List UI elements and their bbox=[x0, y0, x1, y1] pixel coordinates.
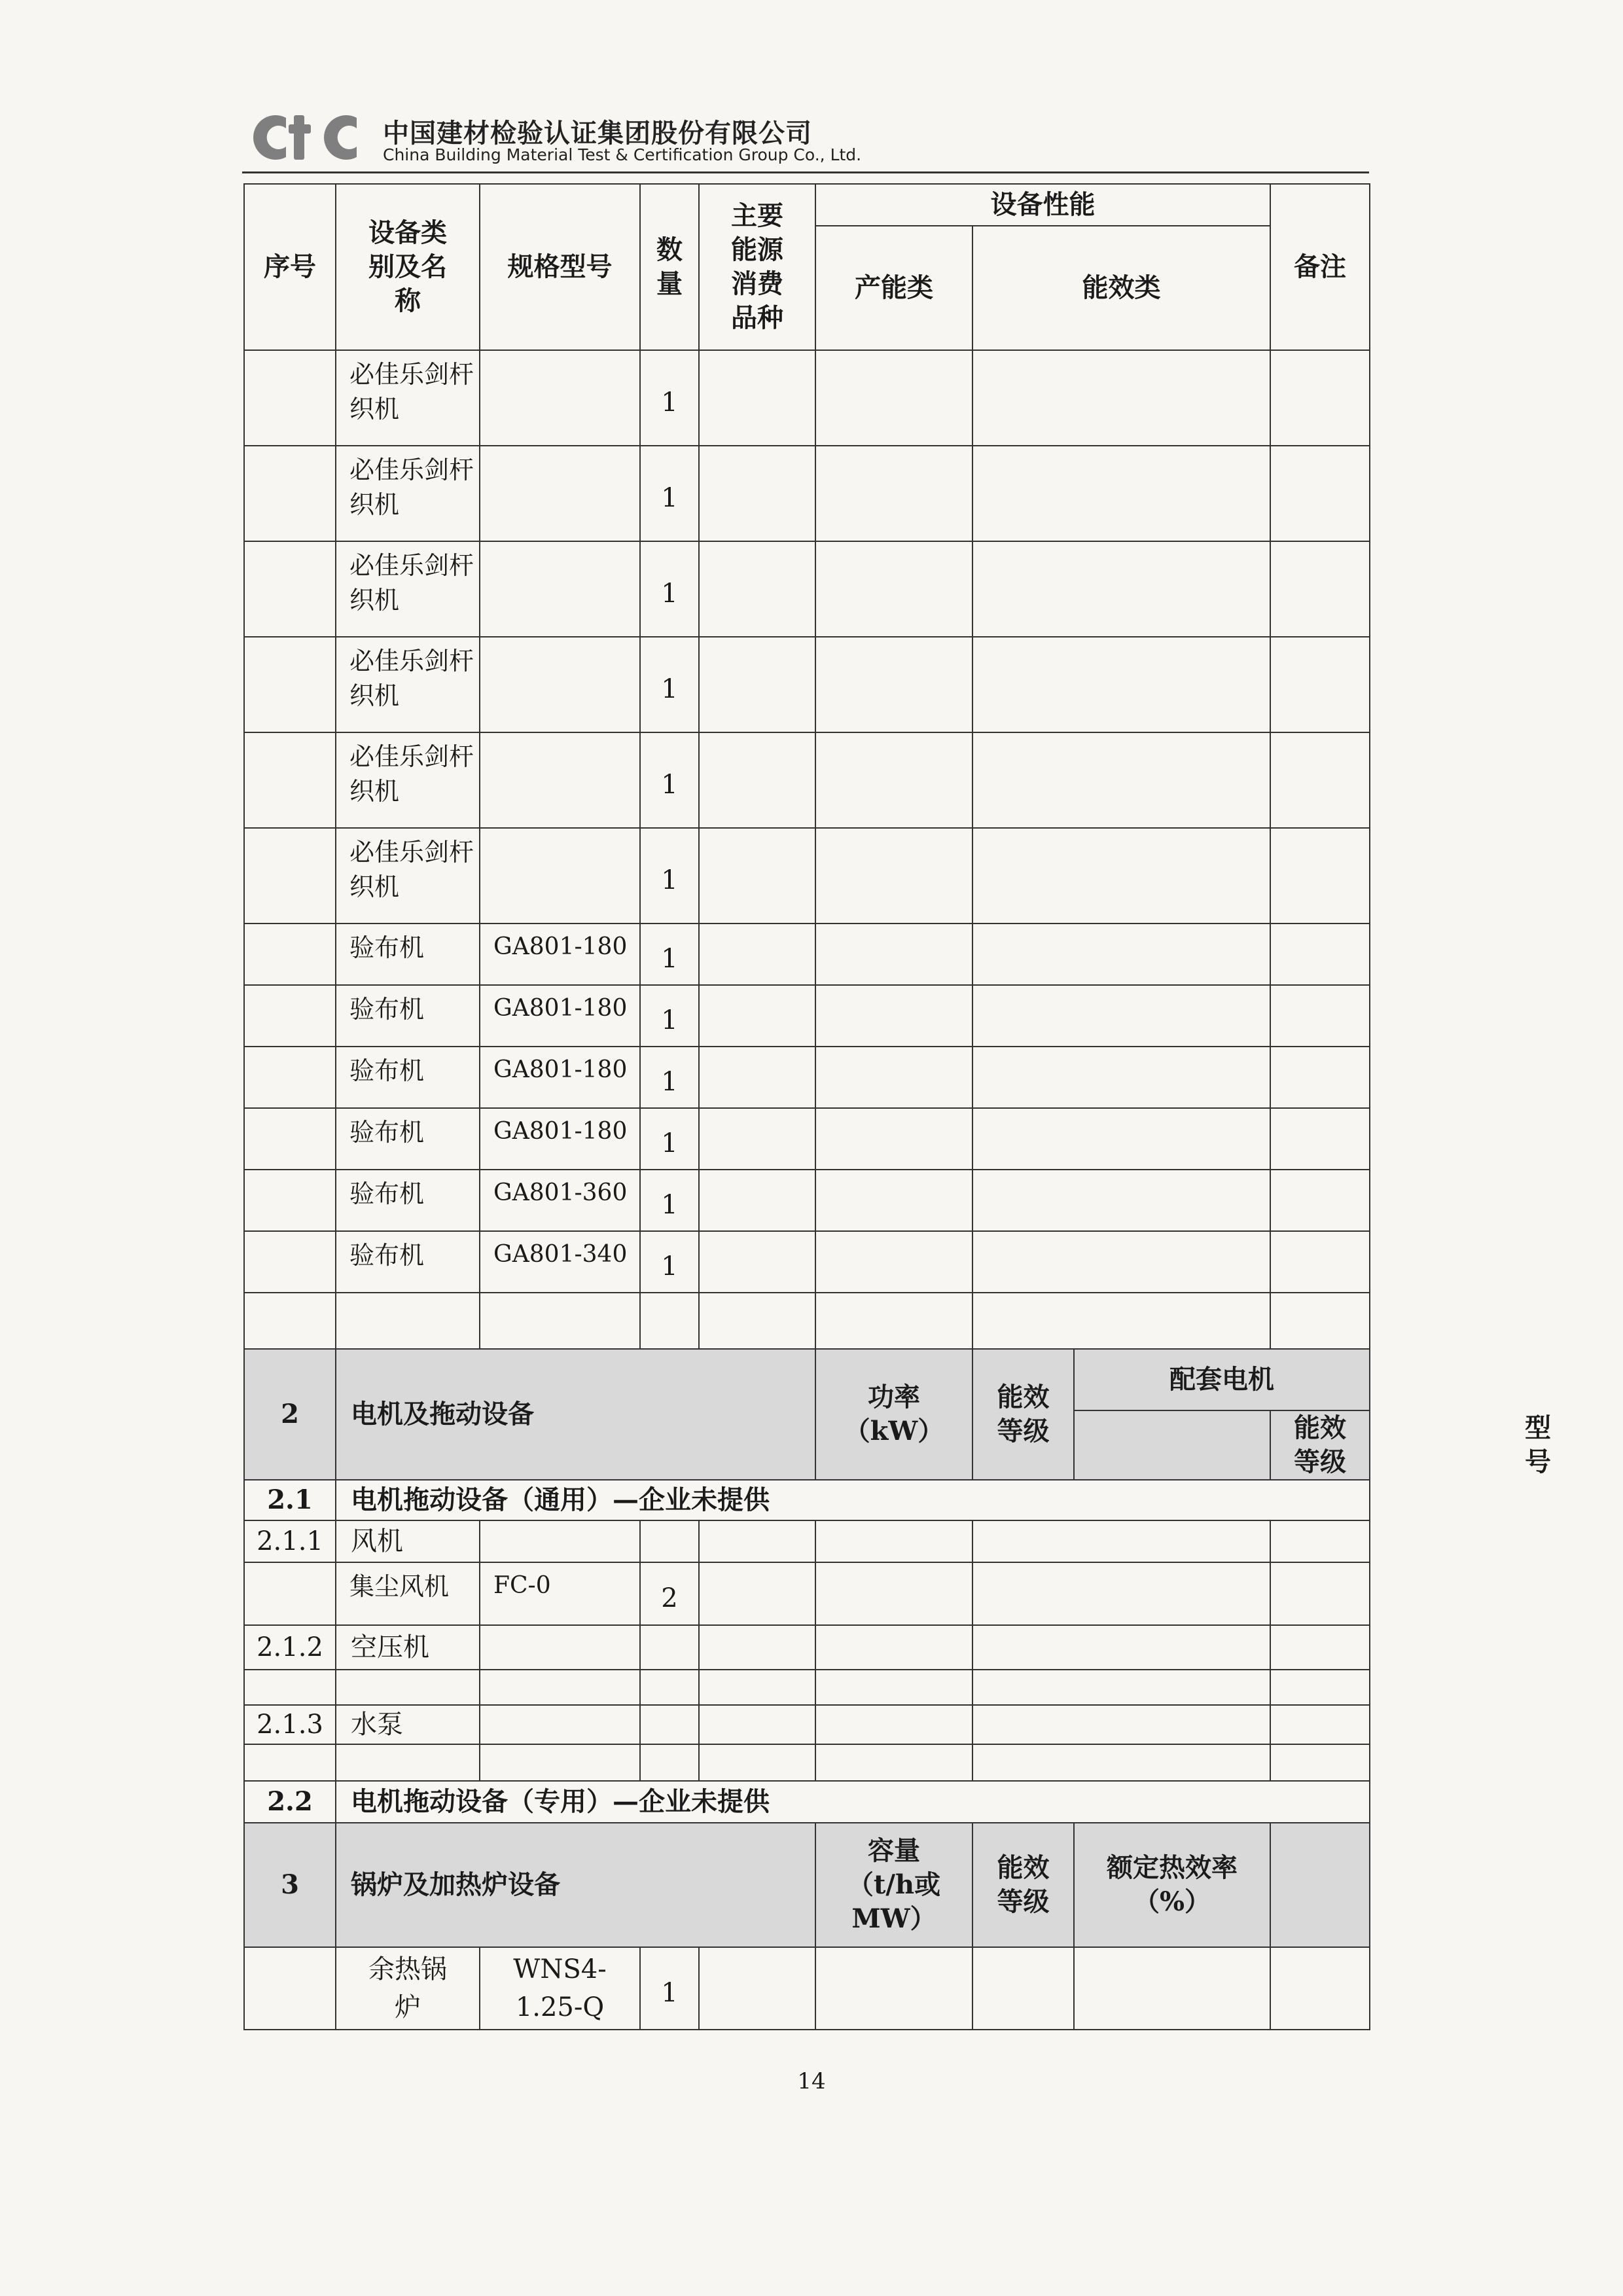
section-3-rated-eff-header: 额定热效率（%） bbox=[1074, 1823, 1270, 1947]
equipment-model bbox=[480, 446, 640, 541]
equipment-name: 必佳乐剑杆织机 bbox=[336, 637, 480, 732]
section-2-1-number: 2.1 bbox=[244, 1480, 336, 1520]
section-3-capacity-header: 容量（t/h或MW） bbox=[815, 1823, 972, 1947]
equipment-model bbox=[480, 828, 640, 924]
section-3-number: 3 bbox=[244, 1823, 336, 1947]
page-number: 14 bbox=[797, 2068, 826, 2094]
boiler-qty: 1 bbox=[640, 1947, 699, 2030]
equipment-qty: 1 bbox=[640, 1231, 699, 1293]
boiler-name: 余热锅炉 bbox=[336, 1947, 480, 2030]
table-row bbox=[244, 446, 1370, 541]
fan-item-name: 集尘风机 bbox=[336, 1562, 480, 1625]
table-row-empty bbox=[244, 1744, 1370, 1781]
table-row bbox=[244, 1231, 1370, 1293]
table-header-row bbox=[244, 184, 1370, 226]
col-header-capacity: 产能类 bbox=[815, 226, 972, 350]
equipment-model: GA801-180 bbox=[480, 985, 640, 1047]
col-header-model: 规格型号 bbox=[480, 184, 640, 350]
table-row bbox=[244, 1108, 1370, 1170]
table-row bbox=[244, 985, 1370, 1047]
section-2-1-row bbox=[244, 1480, 1370, 1520]
equipment-qty: 1 bbox=[640, 1047, 699, 1108]
fan-item-qty: 2 bbox=[640, 1562, 699, 1625]
equipment-qty: 1 bbox=[640, 828, 699, 924]
equipment-name: 验布机 bbox=[336, 1108, 480, 1170]
table-row bbox=[244, 1170, 1370, 1231]
header-rule bbox=[242, 171, 1369, 173]
equipment-name: 验布机 bbox=[336, 985, 480, 1047]
section-2-2-number: 2.2 bbox=[244, 1781, 336, 1823]
equipment-qty: 1 bbox=[640, 732, 699, 828]
pump-row bbox=[244, 1705, 1370, 1744]
equipment-name: 必佳乐剑杆织机 bbox=[336, 541, 480, 637]
equipment-model: GA801-360 bbox=[480, 1170, 640, 1231]
company-name-en: China Building Material Test & Certification Group Co., Ltd. bbox=[383, 145, 862, 164]
col-header-seq: 序号 bbox=[244, 184, 336, 350]
table-row-empty bbox=[244, 1293, 1370, 1349]
equipment-qty: 1 bbox=[640, 446, 699, 541]
table-row bbox=[244, 924, 1370, 985]
section-3-header-row bbox=[244, 1823, 1370, 1947]
boiler-model: WNS4-1.25-Q bbox=[480, 1947, 640, 2030]
table-row bbox=[244, 637, 1370, 732]
section-2-1-title: 电机拖动设备（通用）—企业未提供 bbox=[336, 1480, 1370, 1520]
equipment-name: 必佳乐剑杆织机 bbox=[336, 350, 480, 446]
equipment-name: 必佳乐剑杆织机 bbox=[336, 732, 480, 828]
compressor-number: 2.1.2 bbox=[244, 1625, 336, 1670]
table-row bbox=[244, 541, 1370, 637]
equipment-model: GA801-180 bbox=[480, 924, 640, 985]
equipment-qty: 1 bbox=[640, 541, 699, 637]
equipment-model bbox=[480, 541, 640, 637]
col-header-qty: 数量 bbox=[640, 184, 699, 350]
compressor-title: 空压机 bbox=[336, 1625, 480, 1670]
ctc-logo-icon bbox=[252, 111, 376, 164]
col-header-performance: 设备性能 bbox=[815, 184, 1270, 226]
equipment-qty: 1 bbox=[640, 985, 699, 1047]
letterhead bbox=[252, 105, 1364, 170]
equipment-model: GA801-180 bbox=[480, 1047, 640, 1108]
section-2-header-row bbox=[244, 1349, 1370, 1410]
fan-row bbox=[244, 1520, 1370, 1562]
equipment-name: 验布机 bbox=[336, 1170, 480, 1231]
section-2-eff-grade-header: 能效等级 bbox=[972, 1349, 1074, 1480]
equipment-model: GA801-340 bbox=[480, 1231, 640, 1293]
col-header-energy: 主要能源消费品种 bbox=[699, 184, 815, 350]
fan-title: 风机 bbox=[336, 1520, 480, 1562]
compressor-row bbox=[244, 1625, 1370, 1670]
equipment-model: GA801-180 bbox=[480, 1108, 640, 1170]
equipment-model bbox=[480, 637, 640, 732]
equipment-qty: 1 bbox=[640, 924, 699, 985]
fan-number: 2.1.1 bbox=[244, 1520, 336, 1562]
col-header-remark: 备注 bbox=[1270, 184, 1370, 350]
table-row bbox=[244, 828, 1370, 924]
equipment-table bbox=[243, 183, 1551, 2030]
pump-title: 水泵 bbox=[336, 1705, 480, 1744]
section-2-motor-header: 配套电机 bbox=[1074, 1349, 1370, 1410]
table-row bbox=[244, 1047, 1370, 1108]
company-name-cn: 中国建材检验认证集团股份有限公司 bbox=[383, 118, 812, 149]
equipment-model bbox=[480, 350, 640, 446]
section-2-motor-grade-header: 能效等级 bbox=[1270, 1410, 1370, 1480]
equipment-name: 必佳乐剑杆织机 bbox=[336, 828, 480, 924]
table-row bbox=[244, 350, 1370, 446]
boiler-row bbox=[244, 1947, 1370, 2030]
section-3-eff-grade-header: 能效等级 bbox=[972, 1823, 1074, 1947]
fan-item-row bbox=[244, 1562, 1370, 1625]
table-row bbox=[244, 732, 1370, 828]
section-3-title: 锅炉及加热炉设备 bbox=[336, 1823, 815, 1947]
equipment-name: 必佳乐剑杆织机 bbox=[336, 446, 480, 541]
section-2-2-row bbox=[244, 1781, 1370, 1823]
equipment-name: 验布机 bbox=[336, 1047, 480, 1108]
col-header-category: 设备类别及名称 bbox=[336, 184, 480, 350]
section-2-motor-model-header: 型号 bbox=[1074, 1410, 1270, 1480]
table-row-empty bbox=[244, 1670, 1370, 1705]
section-2-title: 电机及拖动设备 bbox=[336, 1349, 815, 1480]
section-2-2-title: 电机拖动设备（专用）—企业未提供 bbox=[336, 1781, 1370, 1823]
section-2-number: 2 bbox=[244, 1349, 336, 1480]
fan-item-model: FC-0 bbox=[480, 1562, 640, 1625]
equipment-name: 验布机 bbox=[336, 924, 480, 985]
equipment-qty: 1 bbox=[640, 1108, 699, 1170]
section-2-power-header: 功率（kW） bbox=[815, 1349, 972, 1480]
equipment-model bbox=[480, 732, 640, 828]
col-header-efficiency: 能效类 bbox=[972, 226, 1270, 350]
pump-number: 2.1.3 bbox=[244, 1705, 336, 1744]
equipment-qty: 1 bbox=[640, 350, 699, 446]
equipment-qty: 1 bbox=[640, 637, 699, 732]
equipment-name: 验布机 bbox=[336, 1231, 480, 1293]
equipment-qty: 1 bbox=[640, 1170, 699, 1231]
